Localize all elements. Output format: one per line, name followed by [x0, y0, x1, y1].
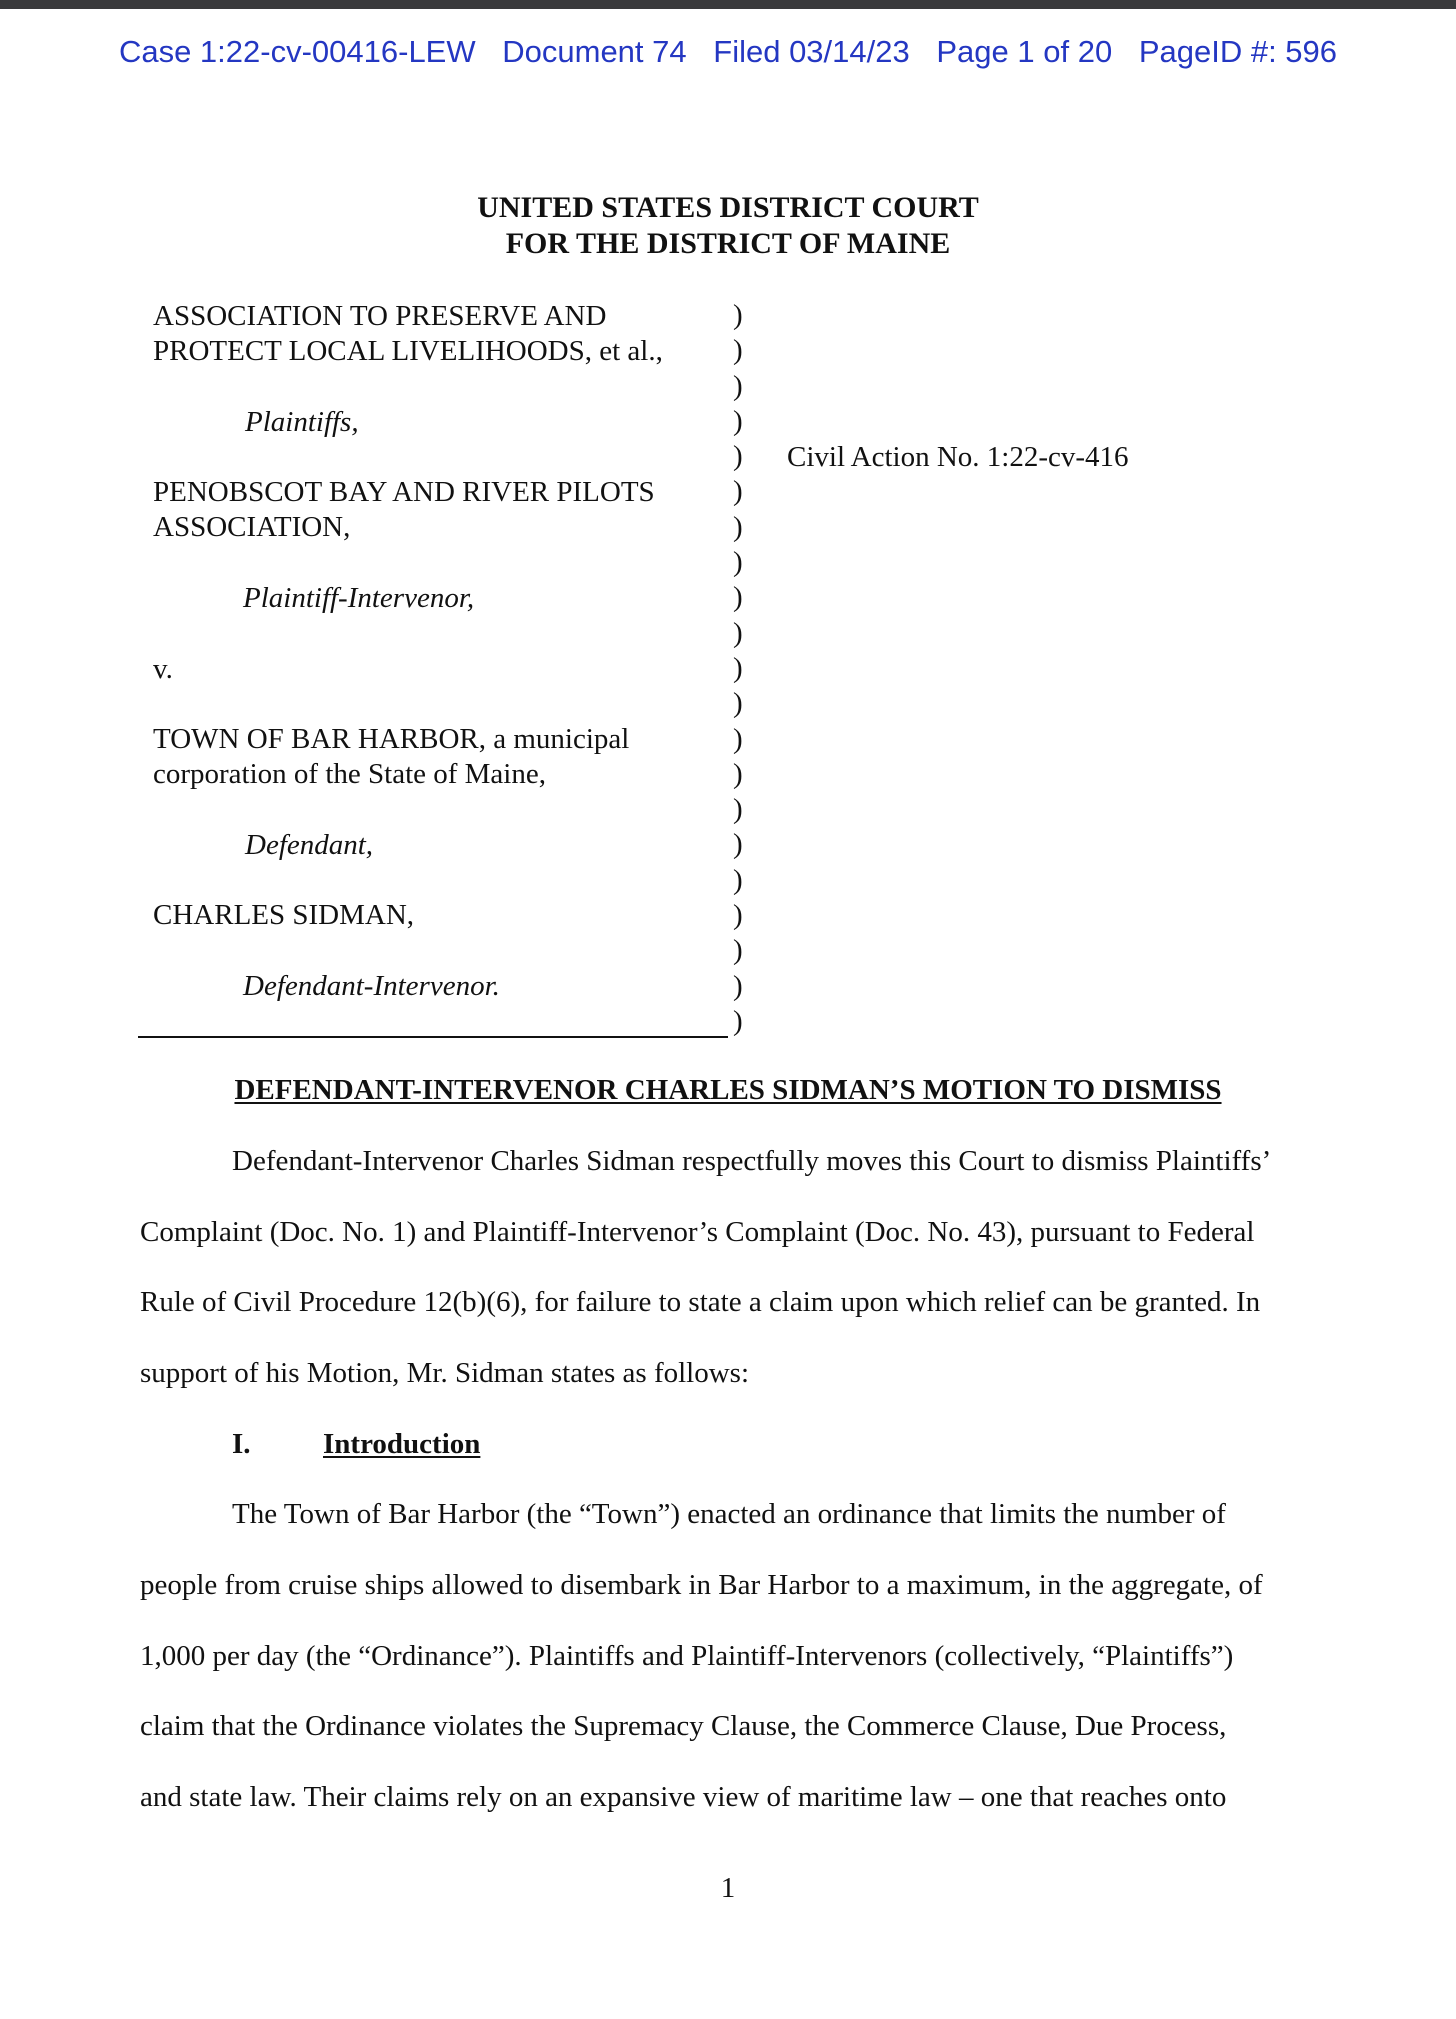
plaintiff-name-line2: PROTECT LOCAL LIVELIHOODS, et al.,	[153, 335, 663, 367]
caption-paren-column	[733, 298, 743, 1039]
intervenor-name-line2: ASSOCIATION,	[153, 511, 351, 543]
ecf-page-id: PageID #: 596	[1138, 34, 1338, 69]
court-title	[0, 190, 1456, 262]
motion-title: DEFENDANT-INTERVENOR CHARLES SIDMAN’S MOTION TO DISMISS	[234, 1074, 1222, 1106]
intervenor-role: Plaintiff-Intervenor,	[243, 582, 475, 614]
caption-paren: )	[733, 863, 743, 896]
section-number: I.	[232, 1428, 251, 1460]
ecf-filed-date: Filed 03/14/23	[713, 34, 910, 69]
defendant-name-line2: corporation of the State of Maine,	[153, 758, 546, 790]
caption-paren: )	[733, 581, 743, 614]
defendant-intervenor-role: Defendant-Intervenor.	[243, 970, 500, 1002]
caption-rule	[138, 1036, 728, 1038]
paragraph-line: support of his Motion, Mr. Sidman states as follows:	[140, 1357, 749, 1389]
ecf-header	[0, 34, 1456, 70]
paragraph-line: 1,000 per day (the “Ordinance”). Plaintiffs and Plaintiff-Intervenors (collectively, “Plaintiffs”)	[140, 1640, 1234, 1672]
caption-paren: )	[733, 828, 743, 861]
versus: v.	[153, 653, 173, 685]
paragraph-line: Rule of Civil Procedure 12(b)(6), for failure to state a claim upon which relief can be granted. In	[140, 1286, 1261, 1318]
caption-paren: )	[733, 651, 743, 684]
caption-paren: )	[733, 475, 743, 508]
ecf-case-number: Case 1:22-cv-00416-LEW	[118, 34, 476, 69]
defendant-name-line1: TOWN OF BAR HARBOR, a municipal	[153, 723, 630, 755]
paragraph-line: claim that the Ordinance violates the Supremacy Clause, the Commerce Clause, Due Process,	[140, 1710, 1227, 1742]
court-title-line2: FOR THE DISTRICT OF MAINE	[505, 227, 951, 260]
caption-paren: )	[733, 440, 743, 473]
paragraph-line: The Town of Bar Harbor (the “Town”) enacted an ordinance that limits the number of	[232, 1498, 1226, 1530]
intervenor-name-line1: PENOBSCOT BAY AND RIVER PILOTS	[153, 476, 655, 508]
caption-paren: )	[733, 404, 743, 437]
court-title-line1: UNITED STATES DISTRICT COURT	[477, 191, 979, 224]
civil-action-number: Civil Action No. 1:22-cv-416	[787, 441, 1129, 473]
caption-paren: )	[733, 546, 743, 579]
caption-paren: )	[733, 934, 743, 967]
caption-paren: )	[733, 334, 743, 367]
ecf-page-count: Page 1 of 20	[936, 34, 1113, 69]
paragraph-line: and state law. Their claims rely on an expansive view of maritime law – one that reaches onto	[140, 1781, 1227, 1813]
paragraph-line: Complaint (Doc. No. 1) and Plaintiff-Intervenor’s Complaint (Doc. No. 43), pursuant to Federal	[140, 1216, 1255, 1248]
viewer-top-bar	[0, 0, 1456, 9]
ecf-document-number: Document 74	[502, 34, 687, 69]
caption-paren: )	[733, 722, 743, 755]
caption-paren: )	[733, 1004, 743, 1037]
caption-paren: )	[733, 616, 743, 649]
caption-paren: )	[733, 369, 743, 402]
defendant-role: Defendant,	[245, 829, 374, 861]
caption-paren: )	[733, 299, 743, 331]
paragraph-line: people from cruise ships allowed to disembark in Bar Harbor to a maximum, in the aggregate, of	[140, 1569, 1263, 1601]
page-number: 1	[720, 1872, 736, 1904]
plaintiff-name-line1: ASSOCIATION TO PRESERVE AND	[153, 300, 607, 332]
caption-paren: )	[733, 757, 743, 790]
section-title: Introduction	[323, 1428, 481, 1460]
plaintiff-role: Plaintiffs,	[245, 406, 359, 438]
paragraph-line: Defendant-Intervenor Charles Sidman respectfully moves this Court to dismiss Plaintiffs’	[232, 1145, 1272, 1177]
caption-paren: )	[733, 793, 743, 826]
caption-paren: )	[733, 899, 743, 932]
caption-paren: )	[733, 510, 743, 543]
defendant-intervenor-name: CHARLES SIDMAN,	[153, 899, 415, 931]
caption-paren: )	[733, 687, 743, 720]
caption-paren: )	[733, 969, 743, 1002]
